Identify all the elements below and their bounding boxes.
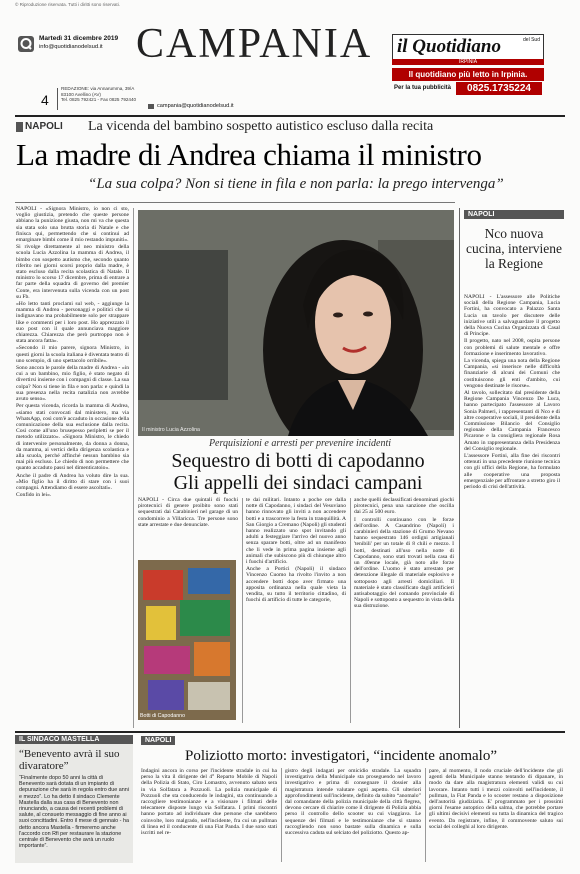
kicker-block	[16, 122, 23, 132]
address-line: 83100 Avellino (AV)	[61, 91, 101, 97]
main-paragraph: «Ho letto tanti proclami sul web, - aggiunge la mamma di Andrea - personaggi e politici che si indignavano ma probabilmente solo per strappare like e commenti per i loro post. Ho apprezzato il suo post con il quale annunciava maggiore chiarezza. Chiarezza che però purtroppo non è stata ancora fatta».	[16, 301, 129, 345]
fireworks-column-1	[138, 497, 238, 557]
column-divider	[242, 498, 243, 723]
police-paragraph: gistro degli indagati per omicidio stradale. La squadra investigativa della Municipale sta proseguendo nel lavoro investigativo e prima di consegnare il dossier alla magistratura intende valutare ogni aspetto. Gli ulteriori approfondimenti sull'incidente, definito da subito “anomalo” dal comandante della polizia municipale della città flegrea, devono cercare di chiarire come il dirigente di Polizia abbia perso il controllo dello scooter su cui viaggiava. Le sequenze dei filmati e le testimonianze che si stanno raccogliendo non sono bastate sulla dinamica e sulla successiva caduta sul selciato del poliziotto. Questo ap-	[285, 768, 421, 837]
section-title: CAMPANIA	[136, 21, 373, 67]
sidebar-paragraph: NAPOLI - L'assessore alle Politiche sociali della Regione Campania, Lucia Fortini, ha convocato a Palazzo Santa Lucia un tavolo per discutere delle iniziative utili a salvaguardare il progetto della Nuova Cucina Organizzata di Casal di Principe.	[464, 294, 560, 338]
logo-region: IRPINIA	[392, 59, 544, 65]
column-divider	[281, 768, 282, 862]
main-kicker: NAPOLI	[25, 121, 63, 132]
logo-main: il Quotidiano	[397, 36, 501, 57]
column-divider	[350, 498, 351, 723]
fireworks-caption: Botti di Capodanno	[140, 713, 186, 719]
photo-caption: Il ministro Lucia Azzolina	[142, 427, 200, 433]
police-paragraph: pare, al momento, il nodo cruciale dell'incidente che gli agenti della Municipale stanno tentando di dipanare, in modo da dare alla magistratura elementi validi su cui lavorare. Intanto tutti i mezzi coinvolti nell'incidente, il pullman, la Fiat Panda e lo scooter restano a disposizione dell'autorità giudiziaria. E' programmato per i prossimi giorni l'esame autoptico della salma, che potrebbe portare gli ultimi decisivi elementi su tutta la dinamica del tragico evento. Da registrare, infine, il commovente saluto sui social dei colleghi al loro dirigente.	[429, 768, 563, 830]
main-story-column	[16, 206, 129, 730]
fireworks-headline-1: Sequestro di botti di capodanno	[171, 450, 425, 472]
issue-date: Martedì 31 dicembre 2019	[39, 35, 119, 42]
mastella-kicker: IL SINDACO MASTELLA	[15, 735, 133, 744]
main-subhead: “La sua colpa? Non si tiene in fila e non parla: la prego intervenga”	[88, 176, 504, 192]
main-headline: La madre di Andrea chiama il ministro	[16, 137, 482, 172]
newspaper-logo	[392, 34, 544, 61]
ad-label: Per la tua pubblicità	[394, 85, 452, 91]
sidebar-headline: Nco nuova cucina, interviene la Regione	[466, 226, 562, 271]
logo-sup: del Sud	[523, 37, 540, 43]
sidebar-paragraph: La vicenda, spiega una nota della Regione Campania, «si inserisce nelle difficoltà finanziarie di alcuni dei Comuni che costituiscono gli enti d'ambito, cui vengono destinate le risorse».	[464, 358, 560, 389]
subhead-rule	[15, 202, 455, 203]
sidebar-paragraph: L'assessore Fortini, alla fine dei riscontri ottenuti in una precedente riunione tecnica con gli uffici della Regione, ha formulato alle cooperative una proposta emergenziale per affrontare a stretto giro il periodo di crisi dell'attività.	[464, 453, 560, 491]
header-rule	[15, 115, 565, 117]
logo-tagline: Il quotidiano più letto in Irpinia.	[392, 68, 544, 81]
header-email[interactable]: info@quotidianodelsud.it	[39, 44, 103, 50]
ad-phone[interactable]: 0825.1735224	[456, 82, 542, 95]
email-icon	[148, 104, 154, 109]
police-kicker: NAPOLI	[141, 736, 175, 745]
contact-email[interactable]: campania@quotidianodelsud.it	[157, 103, 234, 109]
police-paragraph: Indagini ancora in corso per l'incidente stradale in cui ha perso la vita il dirigente del 4° Reparto Mobile di Napoli della Polizia di Stato, Ciro Lomastro, avvenuto sabato sera in via Solfatara a Pozzuoli. La polizia municipale di Pozzuoli che sta conducendo le indagini, sta continuando a raccogliere testimonianze e a visionare i filmati delle telecamere disposte lungo via Solfatara. I primi riscontri hanno portato ad individuare due persone che sarebbero coinvolte, loro malgrado, nell'incidente, fra cui un pullman di linea ed il conducente di una Fiat Panda. I due sono stati iscritti nel re-	[141, 768, 277, 837]
mastella-box	[15, 735, 133, 863]
address-line: Tel. 0825 792421 - Fax 0825 792440	[61, 97, 137, 103]
fireworks-paragraph: NAPOLI - Circa due quintali di fuochi pirotecnici di genere proibito sono stati sequestrati dai Carabinieri nel garage di un condominio a Villaricca. Tre persone sono state arrestate e due denunciate.	[138, 497, 238, 528]
minister-photo	[138, 210, 454, 436]
address-line: REDAZIONE: via Annarumma, 39/A	[61, 86, 135, 91]
header-divider	[57, 88, 58, 110]
redazione-address	[61, 86, 136, 103]
page-number: 4	[41, 92, 49, 108]
main-paragraph: Per questa vicenda, ricorda la mamma di Andrea, «siamo stati convocati dal ministero, ma via WhatsApp, così com'è accaduto in occasione della comunicazione della sua esclusione dalla recita. Così come all'uno brusepesso peripletti se per il metodo utilizzato». «Signora Ministro, le chiedo di intervenire personalmente, da donna a donna, da mamma, ai vertici della dirigenza scolastica e alla scuola, perché affinché nessun bambino sia mai più escluso. Le chiedo di non permettere che quanto accaduto passi nel dimenticatoio».	[16, 403, 129, 472]
police-headline: Poliziotto morto: investigatori, “incidente anomalo”	[185, 748, 498, 764]
mastella-headline: “Benevento avrà il suo divaratore”	[19, 748, 120, 772]
column-divider	[425, 768, 426, 862]
sidebar-paragraph: Al tavolo, sollecitato dal presidente della Regione Campania Vincenzo De Luca, hanno partecipato l'assessore al Lavoro Sonia Palmeri, i rappresentanti di Nco e di altre cooperative sociali, il presidente della Commissione Bilancio del Consiglio regionale della Campania Francesco Picarone e la consigliera regionale Rosa Amato in rappresentanza della Presidenza del Consiglio regionale.	[464, 390, 560, 452]
fireworks-paragraph: anche quelli declassificati denominati giochi pirotecnici, pena una sanzione che oscilla dai 25 ai 500 euro.	[354, 497, 454, 516]
fireworks-column-2	[246, 497, 346, 723]
copyright-note: © Riproduzione riservata. Tutti i diritti sono riservati.	[15, 2, 120, 7]
fireworks-paragraph: I controlli continuano con le forze dell'ordine. A Casandrino (Napoli) i carabinieri della stazione di Grumo Nevano hanno sequestrato 146 ordigni artigianali 'tenibili' per un totale di 8 chili e mezzo. I botti, destinati all'uso nella notte di Capodanno, sono stati trovati nella casa di un 40enne locale, già noto alle forze dell'ordine. L'uomo è stato arrestato per detenzione illegale di materiale esplosivo e sottoposto agli arresti domiciliari. Il materiale è stato classificato dagli artificieri antisabotaggio del comando provinciale di Napoli e sottoposto a sequestro in vista della sua distruzione.	[354, 516, 454, 610]
fireworks-kicker: Perquisizioni e arresti per prevenire incidenti	[208, 438, 392, 449]
fireworks-paragraph: te dai militari. Intanto a poche ore dalla notte di Capodanno, i sindaci del Vesuviano hanno rinnovato gli inviti a non accendere botti e a trascorrere la festa in tranquillità. A San Giorgio a Cremano (Napoli) gli studenti hanno realizzato uno spot invitando gli adulti a festeggiare l'arrivo del nuovo anno senza sparare botti, oltre ad un manifesto che li vede in prima pagina insieme agli animali che subiscono più di chiunque altro i fuochi d'artificio.	[246, 497, 346, 566]
sidebar-column	[464, 294, 560, 726]
police-column-3	[429, 768, 563, 864]
main-paragraph: Confido in lei».	[16, 492, 52, 499]
fireworks-photo	[138, 560, 236, 720]
column-divider	[133, 208, 134, 728]
main-paragraph: Anche il padre di Andrea ha voluto dire la sua. «Mio figlio ha il diritto di stare con i suoi compagni. Attendiamo di essere ascoltati».	[16, 472, 129, 491]
sidebar-paragraph: Il progetto, nato nel 2008, ospita persone con problemi di salute mentale e offre formazione e inserimento lavorativo.	[464, 338, 560, 357]
main-kicker-text: La vicenda del bambino sospetto autistico escluso dalla recita	[88, 119, 434, 134]
mastella-text: “Finalmente dopo 50 anni la città di Benevento sarà dotata di un impianto di depurazione che sarà in regola entro due anni e mezzo”. Lo ha detto il sindaco Clemente Mastella dalla sua casa di Benevento non rinunciando, a causa dei recenti problemi di salute, al consueto messaggio di fine anno ai suoi concittadini. Entro il mese di gennaio - ha detto ancora Mastella - firmeremo anche l'accordo con Rfi per restaurare la stazione centrale di Benevento che avrà un ruolo importante”.	[19, 775, 129, 850]
main-paragraph: «Secondo il mio parere, signora Ministro, in questi giorni la scuola italiana è diventata teatro di uno scempio, di uno spettacolo orribile».	[16, 345, 129, 364]
sidebar-divider	[459, 208, 460, 728]
police-column-2	[285, 768, 421, 864]
fireworks-paragraph: Anche a Portici (Napoli) il sindaco Vincenzo Cuomo ha rivolto l'invito a non accendere botti dopo aver firmato una apposita ordinanza nella quale vieta la vendita, su tutto il territorio cittadino, di fuochi di artificio di tutte le categorie,	[246, 566, 346, 604]
police-column-1	[141, 768, 277, 864]
main-paragraph: Si rivolge direttamente al neo ministro della scuola Lucia Azzolina la mamma di Andrea, il bimbo con sospetto autismo che, secondo quanto riferito nei giorni scorsi proprio dalla madre, è stato escluso dalla recita scolastica di Natale. Il ministro lo scorso 17 dicembre, prima di entrare a far parte della squadra di governo del premier Conte, era intervenuta sulla vicenda con un post su Fb.	[16, 244, 129, 300]
bottom-section-rule	[15, 731, 565, 733]
fireworks-headline-2: Gli appelli dei sindaci campani	[173, 472, 423, 494]
main-paragraph: NAPOLI - «Signora Ministro, io non ci sto, voglio giustizia, pretendo che queste persone abbiano la punizione giusta, non mi va che questa sia stata solo una brutta storia di Natale e che finisca qui, permettendo che si continui ad emarginare bimbi come il mio restando impuniti».	[16, 206, 129, 244]
fireworks-column-3	[354, 497, 454, 723]
main-paragraph: Sono ancora le parole della madre di Andrea - «in cui a un bambino, mio figlio, è stato negato di divertirsi insieme con i compagni di classe. La sua colpa? Non si tiene in fila e non parla: e quindi la sua presenza nella recita natalizia non avrebbe avuto senso».	[16, 365, 129, 403]
sidebar-kicker: NAPOLI	[464, 210, 564, 219]
q-logo-icon	[18, 36, 34, 52]
